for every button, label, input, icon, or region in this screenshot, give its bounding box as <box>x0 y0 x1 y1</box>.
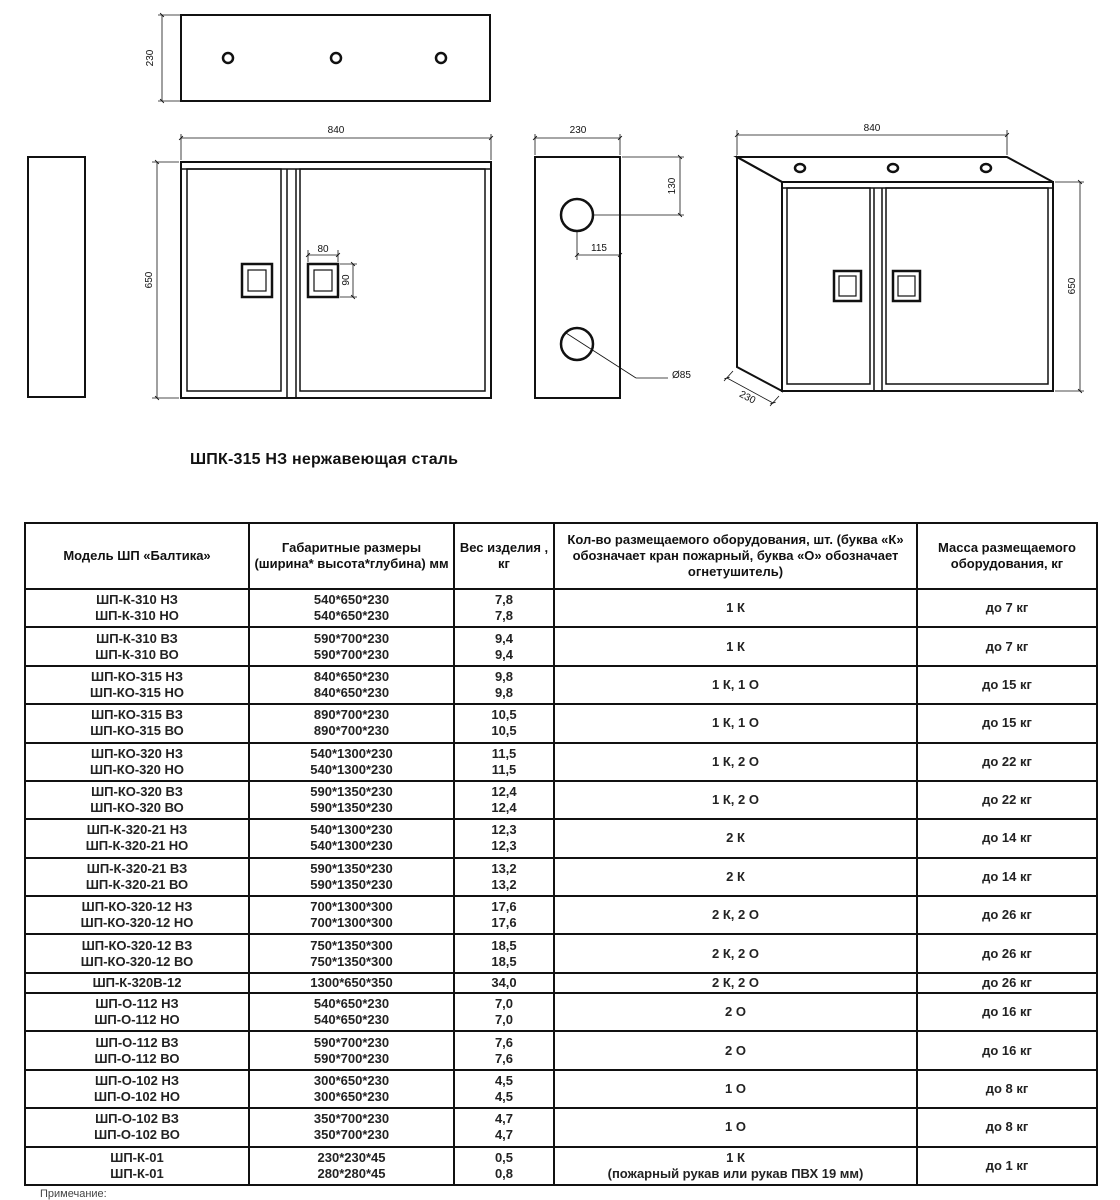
model-line: ШП-К-310 НЗ <box>96 592 178 608</box>
spec-table <box>24 522 1098 1186</box>
model-line: ШП-К-320-21 ВЗ <box>86 860 188 876</box>
header-equipment: Кол-во размещаемого оборудования, шт. (буква «К» обозначает кран пожарный, буква «О» обозначает огнетушитель) <box>554 523 917 589</box>
mass-cell: до 14 кг <box>917 819 1097 857</box>
dimensions-line: 590*700*230 <box>313 1050 390 1066</box>
equipment-line: 1 К, 1 О <box>712 715 759 731</box>
model-line: ШП-КО-315 ВЗ <box>91 707 183 723</box>
mass-cell: до 7 кг <box>917 627 1097 665</box>
equipment-line: 2 К, 2 О <box>712 974 759 990</box>
dimensions-line: 590*1350*230 <box>310 800 393 816</box>
weight-cell <box>454 1070 554 1108</box>
table-body <box>25 589 1097 1185</box>
header-dimensions: Габаритные размеры (ширина* высота*глубина) мм <box>249 523 454 589</box>
equipment-line: 2 К <box>726 830 745 846</box>
mass-cell: до 8 кг <box>917 1070 1097 1108</box>
model-cell <box>25 858 249 896</box>
weight-line: 17,6 <box>491 899 517 915</box>
weight-line: 7,0 <box>494 1012 514 1028</box>
model-line: ШП-КО-320 ВО <box>90 800 184 816</box>
dimensions-line: 840*650*230 <box>313 668 390 684</box>
weight-line: 18,5 <box>491 953 517 969</box>
weight-line: 7,8 <box>494 608 514 624</box>
equipment-line: 2 О <box>725 1004 746 1020</box>
dimensions-line: 840*650*230 <box>313 684 390 700</box>
model-cell <box>25 627 249 665</box>
equipment-cell <box>554 934 917 972</box>
dimensions-line: 590*1350*230 <box>310 784 393 800</box>
weight-cell <box>454 666 554 704</box>
model-line: ШП-О-112 ВЗ <box>95 1034 179 1050</box>
equipment-line: 1 К, 2 О <box>712 753 759 769</box>
weight-line: 13,2 <box>491 876 517 892</box>
model-line: ШП-К-310 НО <box>95 608 179 624</box>
front-width-dim: 840 <box>327 125 345 136</box>
dimensions-line: 1300*650*350 <box>310 974 393 990</box>
dimensions-line: 300*650*230 <box>313 1073 390 1088</box>
table-row <box>25 627 1097 665</box>
dimensions-cell <box>249 704 454 742</box>
table-row <box>25 743 1097 781</box>
equipment-line: 1 К <box>726 600 745 616</box>
dimensions-line: 280*280*45 <box>317 1165 386 1181</box>
model-line: ШП-К-320-21 ВО <box>85 876 189 892</box>
equipment-cell <box>554 1147 917 1185</box>
model-cell <box>25 934 249 972</box>
table-row <box>25 1147 1097 1185</box>
weight-line: 11,5 <box>491 761 517 777</box>
table-row <box>25 1108 1097 1146</box>
equipment-cell <box>554 993 917 1031</box>
model-line: ШП-КО-320-12 ВО <box>80 953 194 969</box>
weight-line: 12,4 <box>491 784 517 800</box>
model-line: ШП-КО-320 НЗ <box>91 745 183 761</box>
dimensions-line: 540*1300*230 <box>310 761 393 777</box>
weight-line: 9,4 <box>494 630 514 646</box>
model-line: ШП-КО-320-12 НО <box>80 915 194 931</box>
side-depth-dim: 230 <box>569 125 587 136</box>
mass-cell: до 8 кг <box>917 1108 1097 1146</box>
dimensions-line: 590*1350*230 <box>310 860 393 876</box>
dimensions-cell <box>249 781 454 819</box>
handle-height-dim: 90 <box>341 274 352 286</box>
equipment-line: 2 К <box>726 868 745 884</box>
weight-line: 0,8 <box>494 1165 514 1181</box>
equipment-line: 1 К, 1 О <box>712 676 759 692</box>
iso-width-dim: 840 <box>863 123 881 134</box>
model-cell <box>25 589 249 627</box>
mass-cell: до 26 кг <box>917 973 1097 993</box>
weight-line: 12,3 <box>491 838 517 854</box>
mass-cell: до 1 кг <box>917 1147 1097 1185</box>
table-row <box>25 589 1097 627</box>
model-cell <box>25 1108 249 1146</box>
equipment-cell <box>554 1108 917 1146</box>
weight-cell <box>454 1108 554 1146</box>
model-line: ШП-К-310 ВО <box>95 646 179 662</box>
weight-line: 7,8 <box>494 592 514 608</box>
model-line: ШП-К-320-21 НЗ <box>86 822 188 838</box>
handle-width-dim: 80 <box>317 244 329 255</box>
front-view <box>144 125 491 398</box>
dimensions-cell <box>249 589 454 627</box>
model-cell <box>25 743 249 781</box>
hole-diameter-dim: Ø85 <box>672 370 691 381</box>
weight-line: 4,5 <box>494 1089 514 1104</box>
weight-cell <box>454 993 554 1031</box>
equipment-line: 2 О <box>725 1042 746 1058</box>
weight-line: 10,5 <box>491 707 517 723</box>
dimensions-cell <box>249 993 454 1031</box>
model-cell <box>25 973 249 993</box>
mass-cell: до 16 кг <box>917 993 1097 1031</box>
dimensions-cell <box>249 1070 454 1108</box>
table-row <box>25 934 1097 972</box>
dimensions-line: 540*1300*230 <box>310 838 393 854</box>
weight-cell <box>454 1147 554 1185</box>
iso-depth-dim: 230 <box>737 389 758 407</box>
equipment-line: 2 К, 2 О <box>712 907 759 923</box>
dimensions-line: 300*650*230 <box>313 1089 390 1104</box>
header-model: Модель ШП «Балтика» <box>25 523 249 589</box>
model-line: ШП-О-112 НЗ <box>95 996 179 1012</box>
equipment-line: 1 К <box>726 1149 745 1165</box>
model-line: ШП-КО-320-12 ВЗ <box>81 937 193 953</box>
dimensions-cell <box>249 1031 454 1069</box>
model-cell <box>25 666 249 704</box>
weight-line: 4,7 <box>494 1111 514 1127</box>
table-row <box>25 781 1097 819</box>
top-depth-dim: 230 <box>145 49 156 67</box>
model-line: ШП-К-310 ВЗ <box>96 630 178 646</box>
equipment-cell <box>554 666 917 704</box>
weight-line: 11,5 <box>491 745 517 761</box>
table-row <box>25 1031 1097 1069</box>
model-cell <box>25 781 249 819</box>
iso-view <box>724 123 1084 407</box>
dimensions-cell <box>249 819 454 857</box>
model-cell <box>25 896 249 934</box>
model-line: ШП-К-320В-12 <box>92 974 182 990</box>
equipment-cell <box>554 1070 917 1108</box>
equipment-cell <box>554 973 917 993</box>
dimensions-line: 700*1300*300 <box>310 915 393 931</box>
header-weight: Вес изделия , кг <box>454 523 554 589</box>
technical-drawings <box>0 0 1120 440</box>
dimensions-cell <box>249 858 454 896</box>
model-line: ШП-КО-320 ВЗ <box>91 784 183 800</box>
table-row <box>25 704 1097 742</box>
equipment-cell <box>554 781 917 819</box>
model-line: ШП-КО-320-12 НЗ <box>81 899 193 915</box>
model-line: ШП-О-112 НО <box>94 1012 180 1028</box>
weight-cell <box>454 819 554 857</box>
weight-line: 4,7 <box>494 1127 514 1143</box>
model-line: ШП-К-320-21 НО <box>85 838 189 854</box>
weight-line: 17,6 <box>491 915 517 931</box>
model-cell <box>25 993 249 1031</box>
table-row <box>25 973 1097 993</box>
table-row <box>25 858 1097 896</box>
equipment-cell <box>554 819 917 857</box>
model-cell <box>25 1070 249 1108</box>
weight-cell <box>454 934 554 972</box>
weight-line: 4,5 <box>494 1073 514 1088</box>
equipment-line: 1 К <box>726 638 745 654</box>
header-equipment-mass: Масса размещаемого оборудования, кг <box>917 523 1097 589</box>
weight-cell <box>454 704 554 742</box>
table-row <box>25 666 1097 704</box>
model-line: ШП-О-102 ВО <box>94 1127 180 1143</box>
weight-line: 9,4 <box>494 646 514 662</box>
equipment-line: 1 О <box>725 1119 746 1135</box>
equipment-line: 1 О <box>725 1081 746 1096</box>
weight-cell <box>454 1031 554 1069</box>
hole-vertical-dim: 130 <box>667 177 678 195</box>
dimensions-line: 890*700*230 <box>313 707 390 723</box>
model-line: ШП-О-102 НЗ <box>94 1073 179 1088</box>
equipment-cell <box>554 896 917 934</box>
equipment-line: 1 К, 2 О <box>712 792 759 808</box>
dimensions-line: 750*1350*300 <box>310 937 393 953</box>
model-line: ШП-О-102 ВЗ <box>95 1111 179 1127</box>
equipment-cell <box>554 627 917 665</box>
model-cell <box>25 1147 249 1185</box>
iso-height-dim: 650 <box>1067 277 1078 295</box>
weight-line: 0,5 <box>494 1149 514 1165</box>
weight-line: 12,4 <box>491 800 517 816</box>
weight-line: 34,0 <box>491 974 517 990</box>
mass-cell: до 7 кг <box>917 589 1097 627</box>
equipment-line: 2 К, 2 О <box>712 945 759 961</box>
side-view <box>535 125 691 398</box>
dimensions-line: 540*1300*230 <box>310 822 393 838</box>
dimensions-line: 890*700*230 <box>313 723 390 739</box>
dimensions-line: 350*700*230 <box>313 1111 390 1127</box>
dimensions-cell <box>249 896 454 934</box>
footnote: Примечание: <box>40 1188 107 1200</box>
front-height-dim: 650 <box>144 271 155 289</box>
equipment-cell <box>554 1031 917 1069</box>
dimensions-line: 540*650*230 <box>313 996 390 1012</box>
weight-cell <box>454 781 554 819</box>
model-line: ШП-О-112 ВО <box>94 1050 180 1066</box>
model-line: ШП-КО-315 НО <box>90 684 184 700</box>
table-row <box>25 1070 1097 1108</box>
dimensions-cell <box>249 934 454 972</box>
equipment-cell <box>554 743 917 781</box>
dimensions-cell <box>249 627 454 665</box>
dimensions-cell <box>249 743 454 781</box>
mass-cell: до 26 кг <box>917 896 1097 934</box>
left-side-view <box>28 157 85 397</box>
weight-cell <box>454 896 554 934</box>
dimensions-line: 590*700*230 <box>313 646 390 662</box>
mass-cell: до 26 кг <box>917 934 1097 972</box>
mass-cell: до 22 кг <box>917 743 1097 781</box>
equipment-line: (пожарный рукав или рукав ПВХ 19 мм) <box>607 1165 864 1181</box>
weight-line: 12,3 <box>491 822 517 838</box>
hole-horizontal-dim: 115 <box>591 243 607 254</box>
model-line: ШП-О-102 НО <box>94 1089 180 1104</box>
dimensions-cell <box>249 1108 454 1146</box>
equipment-cell <box>554 858 917 896</box>
weight-line: 7,0 <box>494 996 514 1012</box>
model-cell <box>25 819 249 857</box>
dimensions-line: 590*700*230 <box>313 1034 390 1050</box>
model-line: ШП-КО-320 НО <box>90 761 184 777</box>
table-row <box>25 819 1097 857</box>
table-header-row <box>25 523 1097 589</box>
equipment-cell <box>554 589 917 627</box>
top-view <box>145 15 490 101</box>
model-line: ШП-КО-315 НЗ <box>91 668 183 684</box>
weight-cell <box>454 743 554 781</box>
product-title: ШПК-315 НЗ нержавеющая сталь <box>190 451 459 468</box>
weight-line: 9,8 <box>494 684 514 700</box>
dimensions-line: 700*1300*300 <box>310 899 393 915</box>
model-cell <box>25 704 249 742</box>
model-line: ШП-К-01 <box>110 1165 164 1181</box>
dimensions-line: 750*1350*300 <box>310 953 393 969</box>
dimensions-cell <box>249 666 454 704</box>
table-row <box>25 896 1097 934</box>
weight-cell <box>454 627 554 665</box>
dimensions-line: 230*230*45 <box>317 1149 386 1165</box>
weight-cell <box>454 858 554 896</box>
mass-cell: до 22 кг <box>917 781 1097 819</box>
dimensions-cell <box>249 973 454 993</box>
weight-line: 7,6 <box>494 1034 514 1050</box>
weight-line: 18,5 <box>491 937 517 953</box>
model-line: ШП-К-01 <box>110 1149 164 1165</box>
weight-cell <box>454 589 554 627</box>
dimensions-line: 540*650*230 <box>313 608 390 624</box>
mass-cell: до 16 кг <box>917 1031 1097 1069</box>
weight-line: 9,8 <box>494 668 514 684</box>
mass-cell: до 15 кг <box>917 704 1097 742</box>
mass-cell: до 14 кг <box>917 858 1097 896</box>
dimensions-line: 540*650*230 <box>313 1012 390 1028</box>
dimensions-cell <box>249 1147 454 1185</box>
model-line: ШП-КО-315 ВО <box>90 723 184 739</box>
mass-cell: до 15 кг <box>917 666 1097 704</box>
weight-line: 10,5 <box>491 723 517 739</box>
weight-line: 13,2 <box>491 860 517 876</box>
weight-line: 7,6 <box>494 1050 514 1066</box>
dimensions-line: 350*700*230 <box>313 1127 390 1143</box>
equipment-cell <box>554 704 917 742</box>
table-row <box>25 993 1097 1031</box>
model-cell <box>25 1031 249 1069</box>
dimensions-line: 590*700*230 <box>313 630 390 646</box>
dimensions-line: 540*1300*230 <box>310 745 393 761</box>
dimensions-line: 540*650*230 <box>313 592 390 608</box>
dimensions-line: 590*1350*230 <box>310 876 393 892</box>
weight-cell <box>454 973 554 993</box>
